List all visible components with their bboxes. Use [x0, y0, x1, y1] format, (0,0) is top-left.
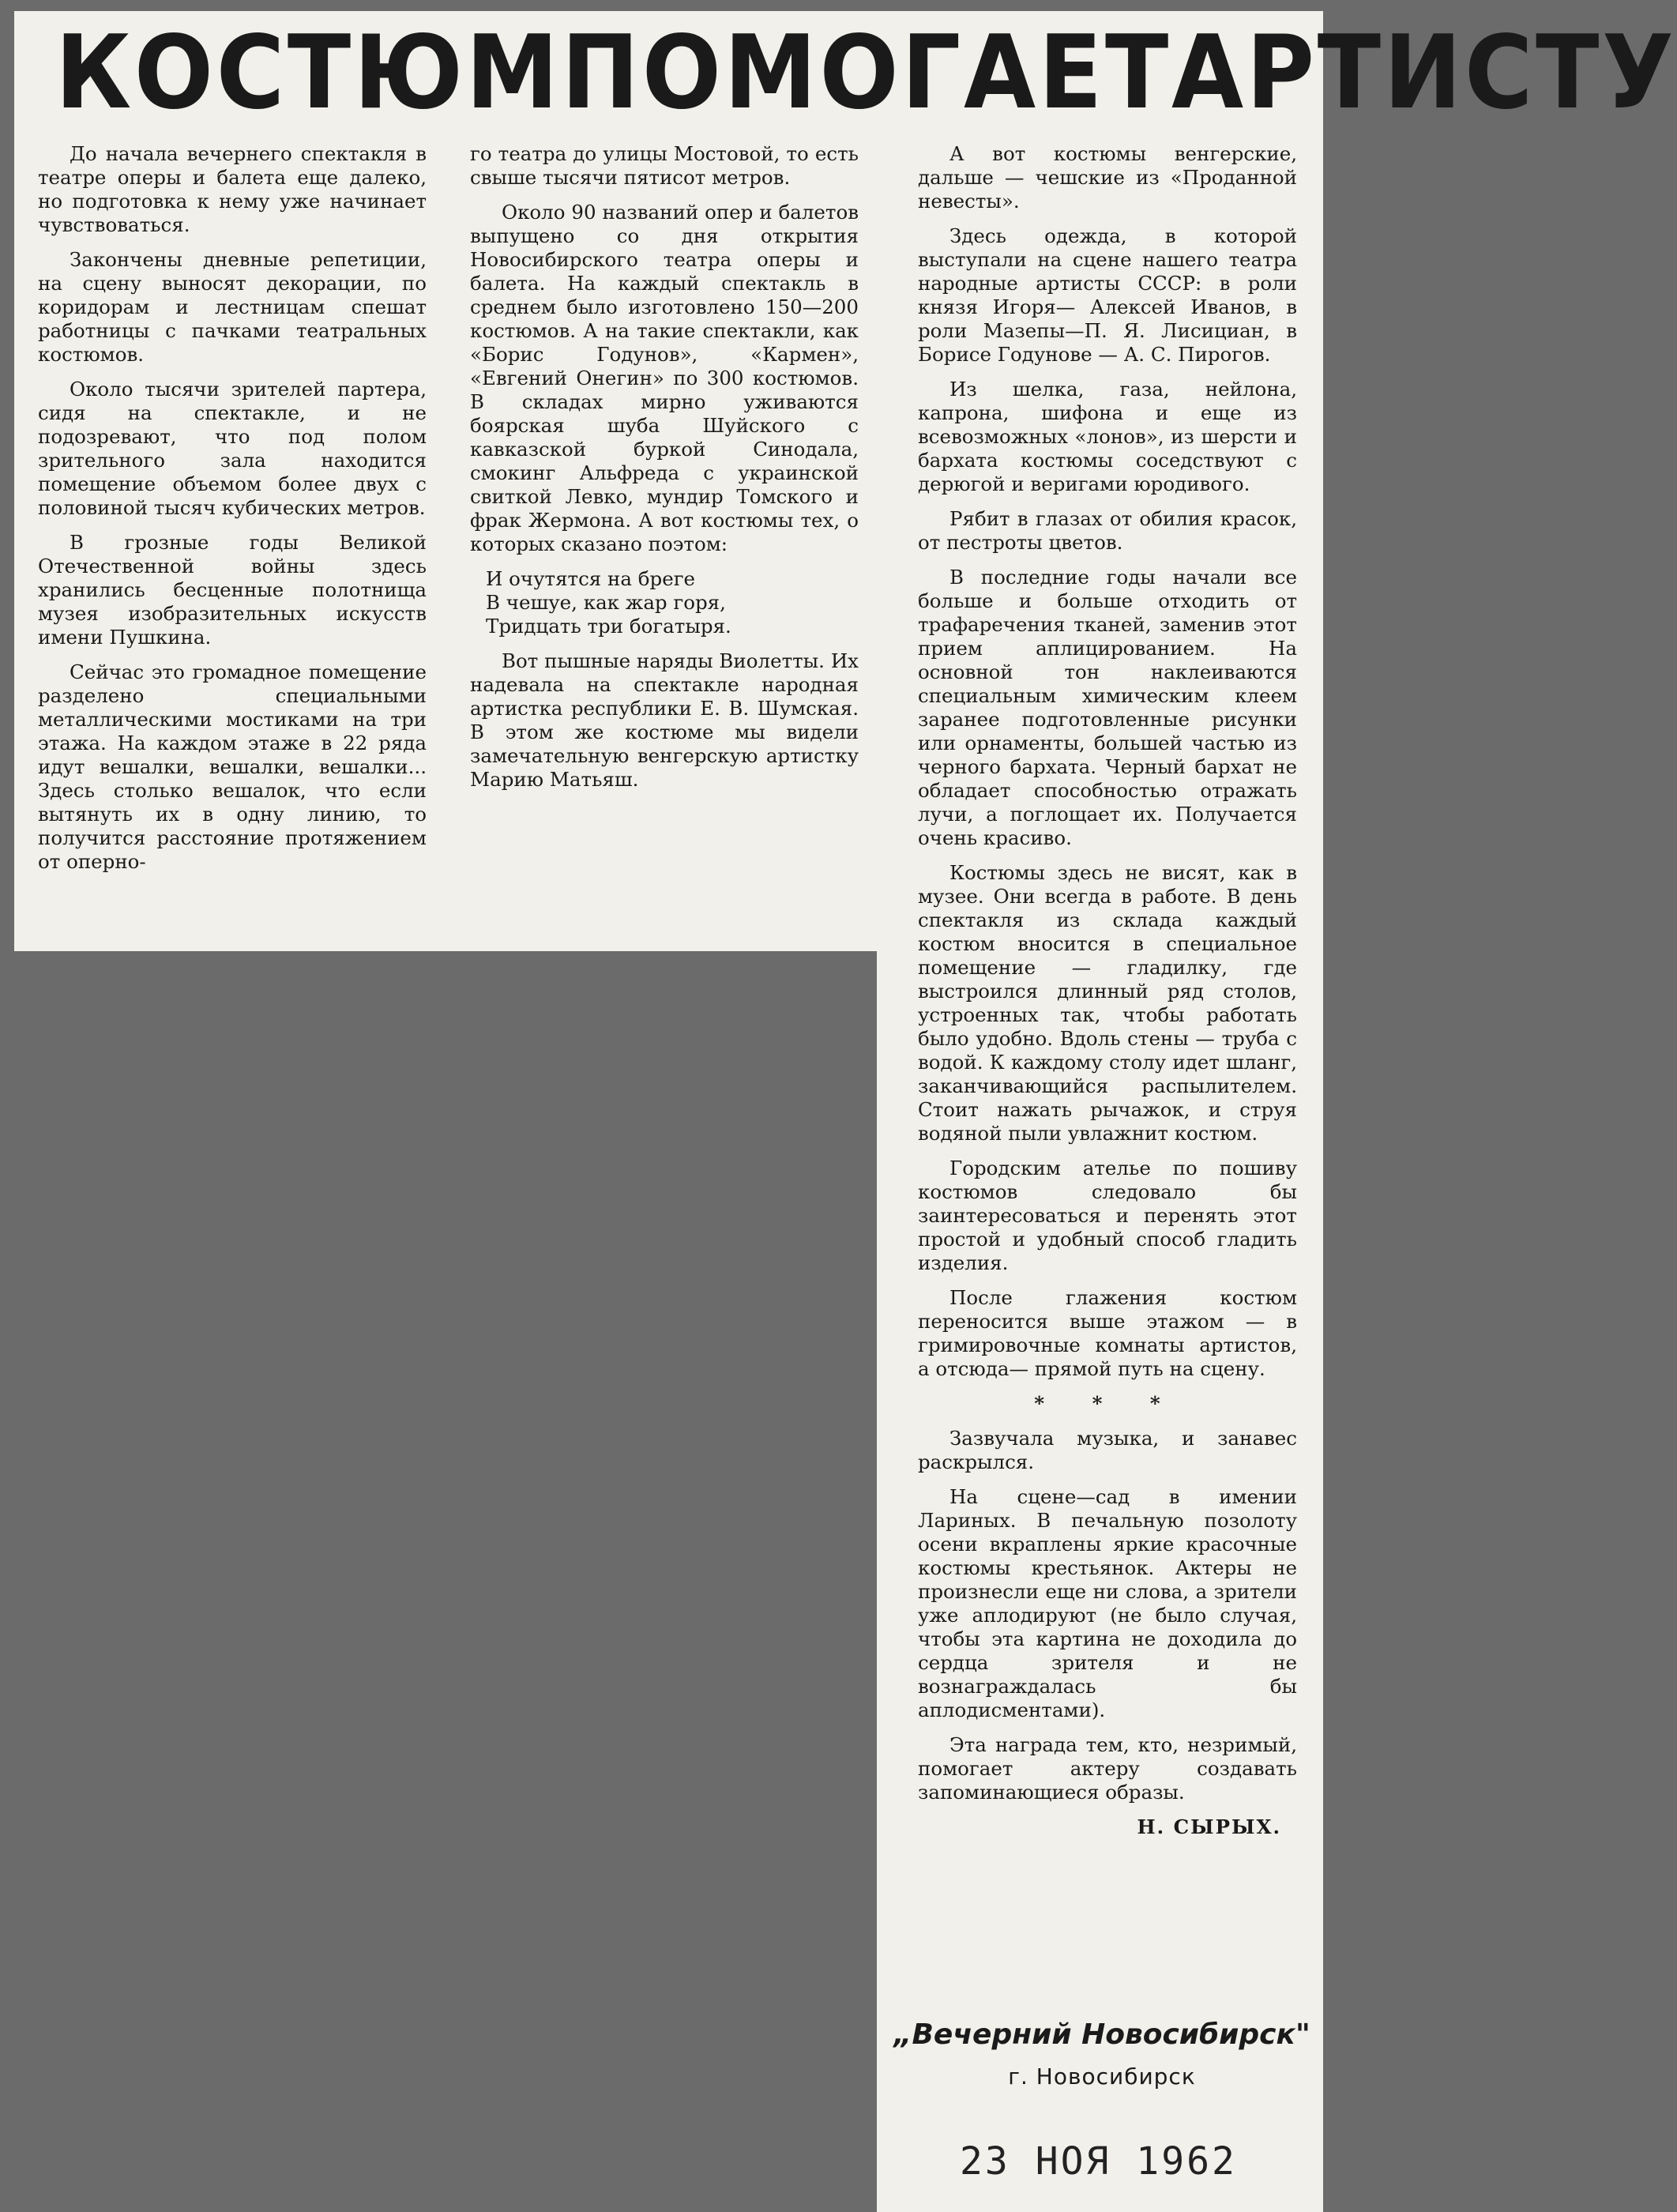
date-stamp: 23 НОЯ 1962 — [960, 2139, 1237, 2184]
headline — [55, 14, 1677, 133]
poem-line: В чешуе, как жар горя, — [486, 591, 726, 614]
paragraph: Зазвучала музыка, и занавес раскрылся. — [918, 1427, 1297, 1473]
paragraph: До начала вечернего спектакля в театре оперы и балета еще далеко, но подготовка к нему уже начинает чувствоваться. — [38, 142, 427, 236]
paragraph: Костюмы здесь не висят, как в музее. Они всегда в работе. В день спектакля из склада каждый костюм вносится в специальное помещение — гладилку, где выстроился длинный ряд столов, устроенных так, чтобы работать было удобно. Вдоль стены — труба с водой. К каждому столу идет шланг, заканчивающийся распылителем. Стоит нажать рычажок, и струя водяной пыли увлажнит костюм. — [918, 861, 1297, 1145]
poem-line: Тридцать три богатыря. — [486, 615, 731, 638]
paragraph: На сцене—сад в имении Лариных. В печальную позолоту осени вкраплены яркие красочные костюмы крестьянок. Актеры не произнесли еще ни слова, а зрители уже аплодируют (не было случая, чтобы эта картина не доходила до сердца зрителя и не вознаграждалась бы аплодисментами). — [918, 1485, 1297, 1721]
paragraph: После глажения костюм переносится выше этажом — в гримировочные комнаты артистов, а отсюда— прямой путь на сцену. — [918, 1286, 1297, 1380]
paragraph: Городским ателье по пошиву костюмов следовало бы заинтересоваться и перенять этот простой и удобный способ гладить изделия. — [918, 1157, 1297, 1274]
paragraph: Рябит в глазах от обилия красок, от пестроты цветов. — [918, 507, 1297, 554]
article-column-1 — [38, 142, 427, 885]
paragraph: В последние годы начали все больше и больше отходить от трафаречения тканей, заменив этот прием аплицированием. На основной тон наклеиваются специальным химическим клеем заранее подготовленные рисунки или орнаменты, большей частью из черного бархата. Черный бархат не обладает способностью отражать лучи, а поглощает их. Получается очень красиво. — [918, 566, 1297, 849]
paragraph: Вот пышные наряды Виолетты. Их надевала на спектакле народная артистка республики Е. В. Шумская. В этом же костюме мы видели замечательную венгерскую артистку Марию Матьяш. — [470, 649, 859, 791]
paragraph: го театра до улицы Мостовой, то есть свыше тысячи пятисот метров. — [470, 142, 859, 189]
headline-word: АРТИСТУ — [1171, 14, 1677, 132]
paragraph: Из шелка, газа, нейлона, капрона, шифона и еще из всевозможных «лонов», из шерсти и бархата костюмы соседствуют с дерюгой и веригами юродивого. — [918, 378, 1297, 495]
paragraph: А вот костюмы венгерские, дальше — чешские из «Проданной невесты». — [918, 142, 1297, 213]
paragraph: Около 90 названий опер и балетов выпущено со дня открытия Новосибирского театра оперы и балета. На каждый спектакль в среднем было изготовлено 150—200 костюмов. А на такие спектакли, как «Борис Годунов», «Кармен», «Евгений Онегин» по 300 костюмов. В складах мирно уживаются боярская шуба Шуйского с кавказской буркой Синодала, смокинг Альфреда с украинской свиткой Левко, мундир Томского и фрак Жермона. А вот костюмы тех, о которых сказано поэтом: — [470, 201, 859, 555]
article-column-2 — [470, 142, 859, 803]
section-divider-stars: * * * — [1034, 1392, 1181, 1415]
headline-word: ПОМОГАЕТ — [561, 14, 1171, 132]
poem-line: И очутятся на бреге — [486, 567, 696, 590]
newspaper-name: „Вечерний Новосибирск" — [893, 2018, 1310, 2051]
author-signature: Н. СЫРЫХ. — [1137, 1815, 1281, 1838]
paragraph: Сейчас это громадное помещение разделено специальными металлическими мостиками на три этажа. На каждом этаже в 22 ряда идут вешалки, вешалки, вешалки... Здесь столько вешалок, что если вытянуть их в одну линию, то получится расстояние протяжением от оперно- — [38, 660, 427, 873]
poem-quote — [486, 567, 859, 638]
article-column-3 — [918, 142, 1297, 1839]
paragraph: Эта награда тем, кто, незримый, помогает актеру создавать запоминающиеся образы. — [918, 1733, 1297, 1804]
paragraph: Около тысячи зрителей партера, сидя на спектакле, и не подозревают, что под полом зрительного зала находится помещение объемом более двух с половиной тысяч кубических метров. — [38, 378, 427, 519]
headline-word: КОСТЮМ — [55, 14, 562, 132]
newspaper-city: г. Новосибирск — [1008, 2063, 1196, 2090]
paragraph: В грозные годы Великой Отечественной войны здесь хранились бесценные полотнища музея изобразительных искусств имени Пушкина. — [38, 531, 427, 649]
paragraph: Здесь одежда, в которой выступали на сцене нашего театра народные артисты СССР: в роли князя Игоря— Алексей Иванов, в роли Мазепы—П. Я. Лисициан, в Борисе Годунове — А. С. Пирогов. — [918, 224, 1297, 366]
paragraph: Закончены дневные репетиции, на сцену выносят декорации, по коридорам и лестницам спешат работницы с пачками театральных костюмов. — [38, 248, 427, 366]
